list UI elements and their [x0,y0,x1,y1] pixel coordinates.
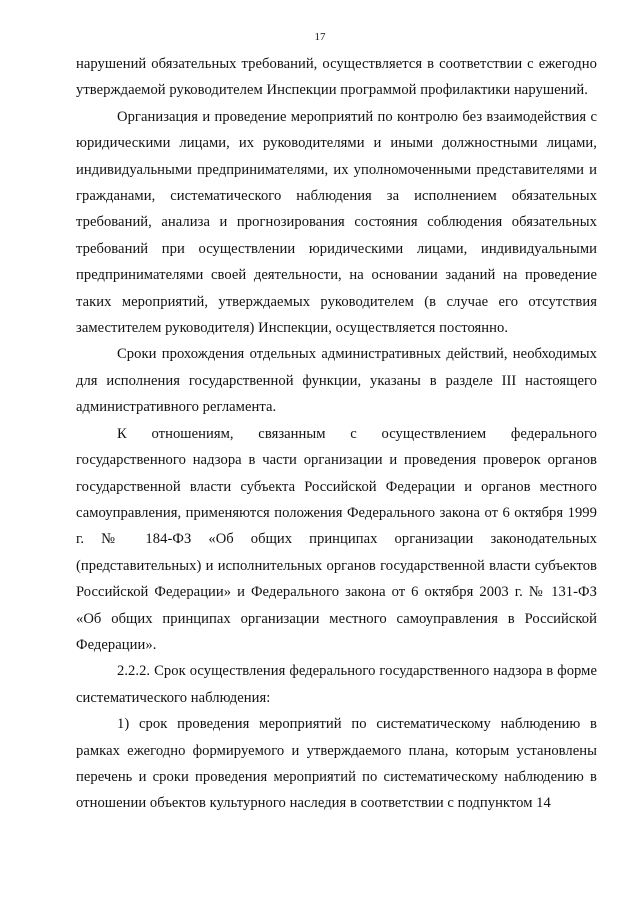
paragraph: нарушений обязательных требований, осуществляется в соответствии с ежегодно утверждаемой руководителем Инспекции программой профилактики нарушений. [76,56,597,99]
document-body [76,51,597,817]
page-number: 17 [314,31,326,43]
paragraph: 2.2.2. Срок осуществления федерального государственного надзора в форме систематического наблюдения: [76,663,597,706]
paragraph: Сроки прохождения отдельных административных действий, необходимых для исполнения государственной функции, указаны в разделе III настоящего административного регламента. [76,346,597,416]
paragraph: 1) срок проведения мероприятий по систематическому наблюдению в рамках ежегодно формируемого и утверждаемого плана, которым установлены перечень и сроки проведения мероприятий по систематическому наблюдению в отношении объектов культурного наследия в соответствии с подпунктом 14 [76,716,597,812]
paragraph: К отношениям, связанным с осуществлением федерального государственного надзора в части организации и проведения проверок органов государственной власти субъекта Российской Федерации и органов местного самоуправления, применяются положения Федерального закона от 6 октября 1999 г. № 184-ФЗ «Об общих принципах организации законодательных (представительных) и исполнительных органов государственной власти субъектов Российской Федерации» и Федерального закона от 6 октября 2003 г. № 131-ФЗ «Об общих принципах организации местного самоуправления в Российской Федерации». [76,425,597,653]
paragraph: Организация и проведение мероприятий по контролю без взаимодействия с юридическими лицами, их руководителями и иными должностными лицами, индивидуальными предпринимателями, их уполномоченными представителями и гражданами, систематического наблюдения за исполнением обязательных требований, анализа и прогнозирования состояния соблюдения обязательных требований при осуществлении юридическими лицами, индивидуальными предпринимателями своей деятельности, на основании заданий на проведение таких мероприятий, утверждаемых руководителем (в случае его отсутствия заместителем руководителя) Инспекции, осуществляется постоянно. [76,108,597,337]
